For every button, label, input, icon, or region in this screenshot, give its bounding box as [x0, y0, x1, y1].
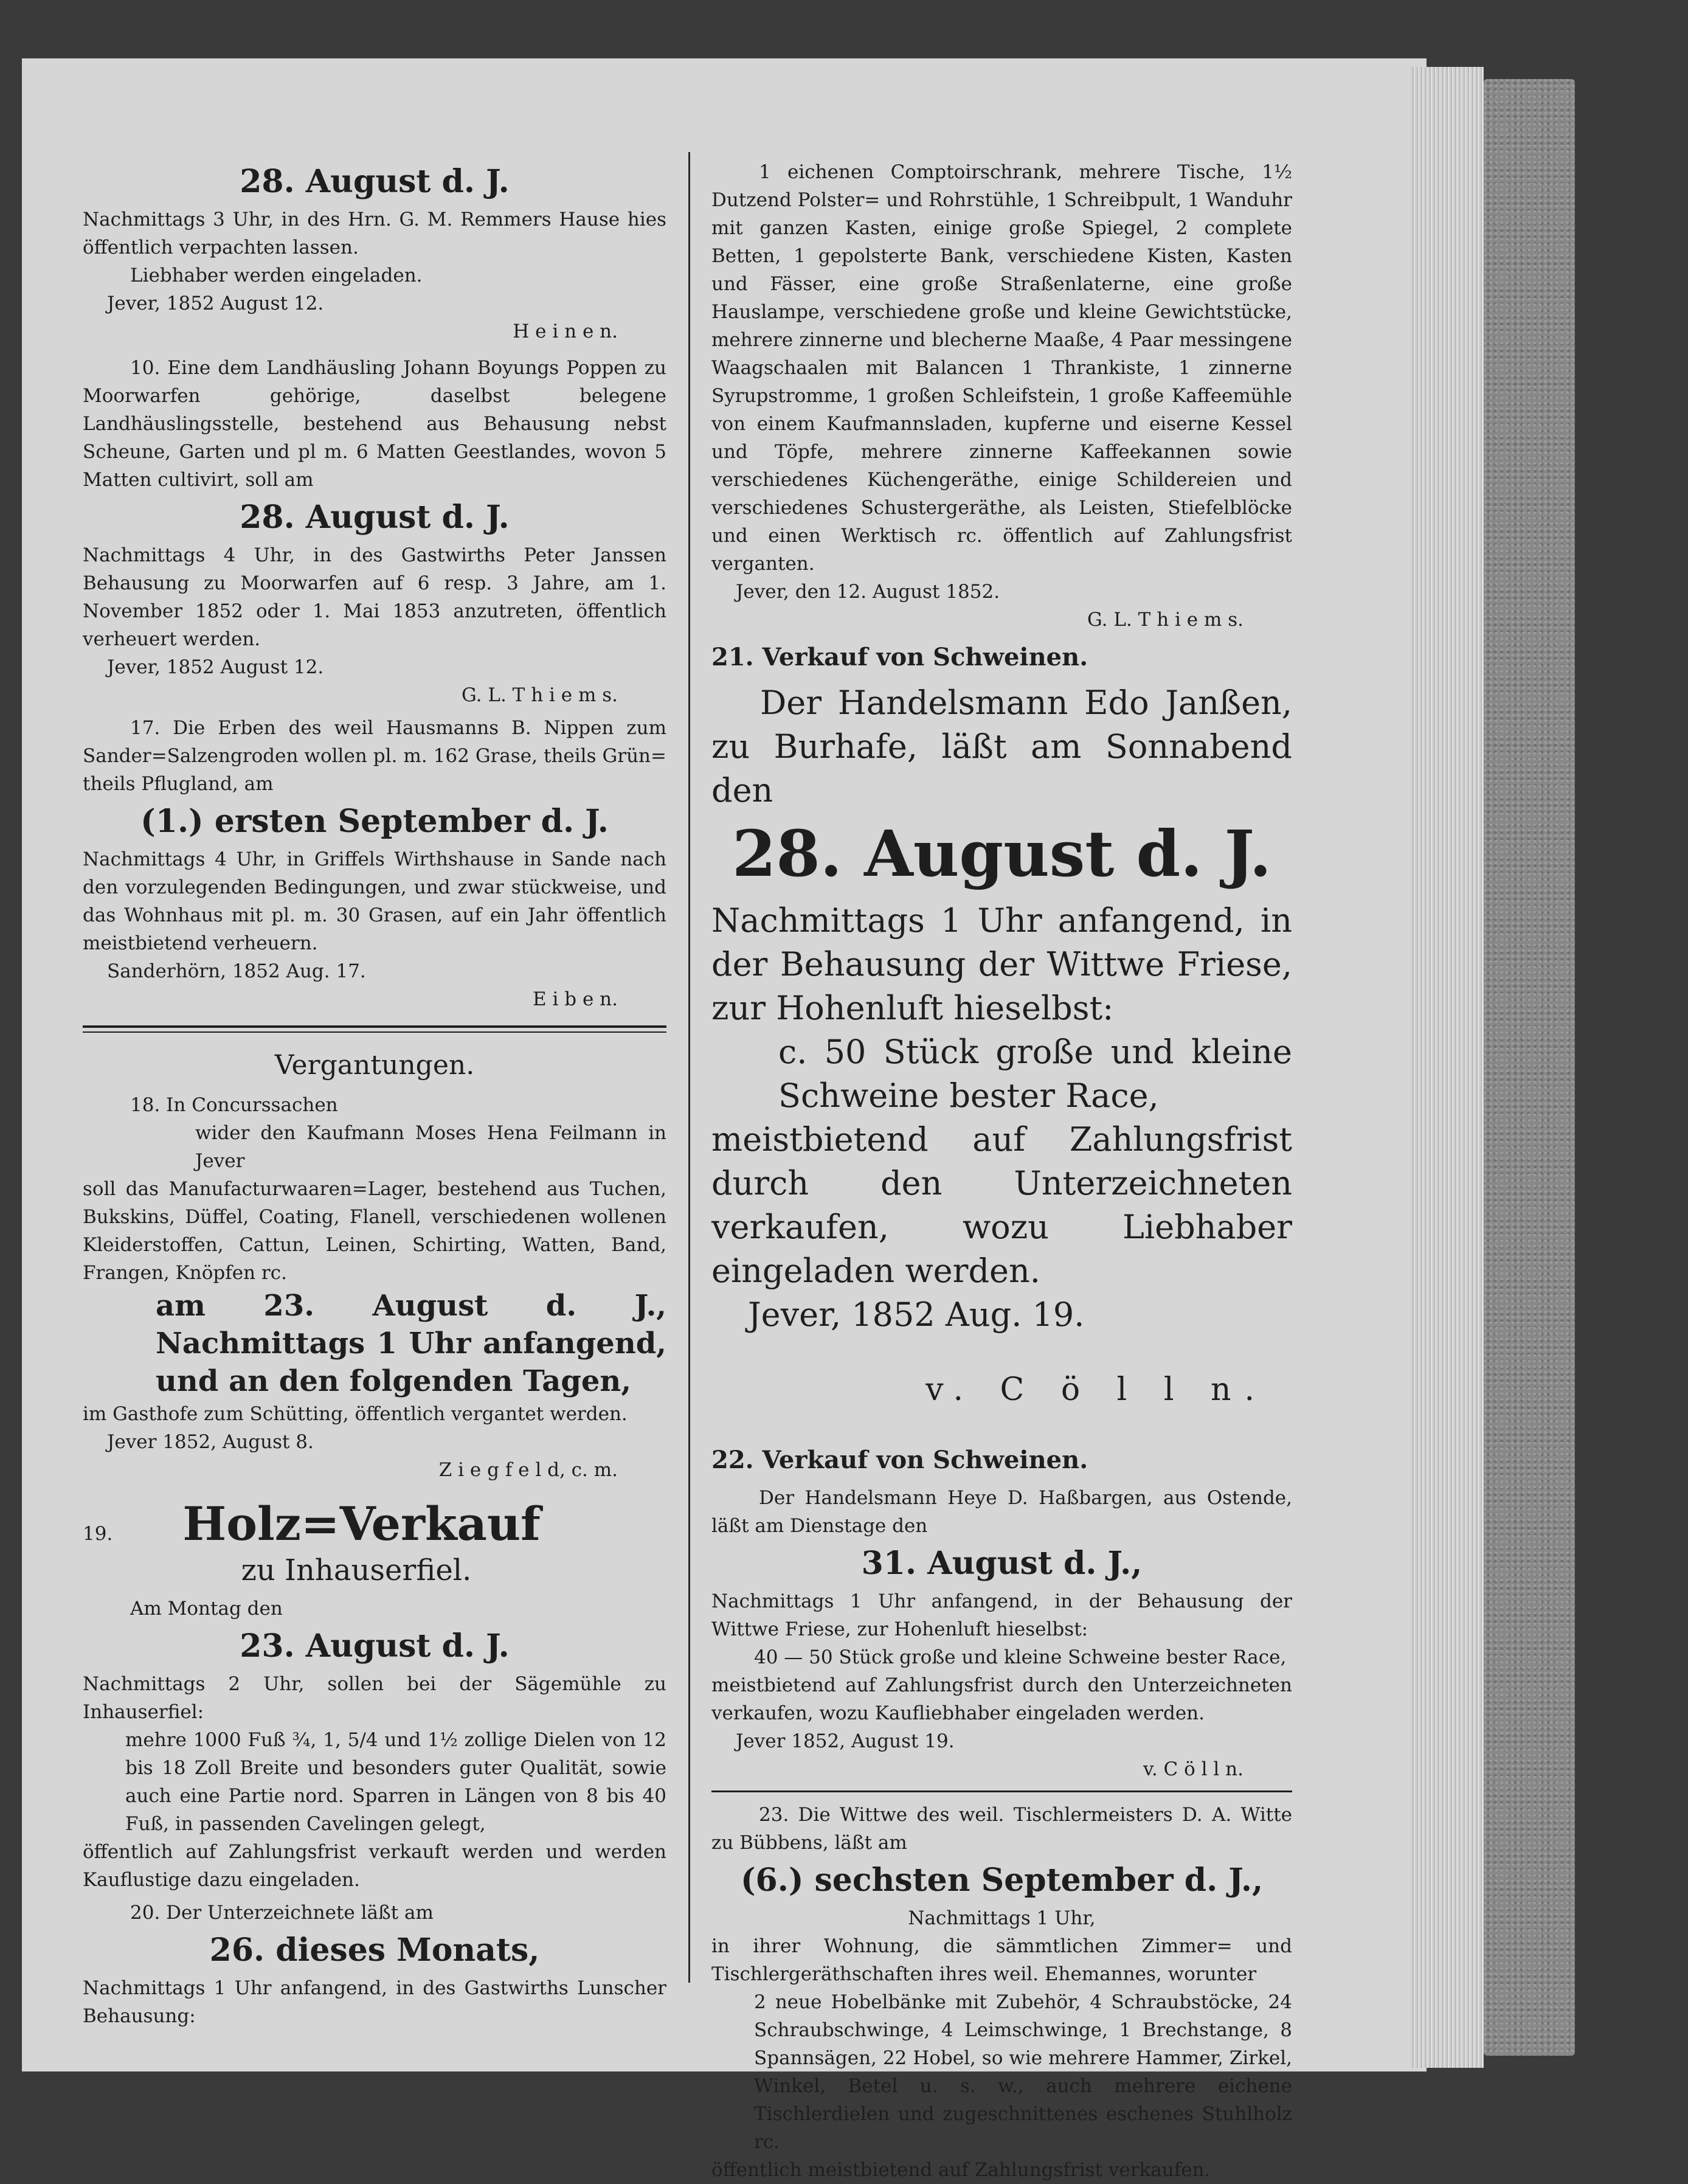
notice-list: 2 neue Hobelbänke mit Zubehör, 4 Schraubstöcke, 24 Schraubschwinge, 4 Leimschwinge, 1 Brechstange, 8 Spannsägen, 22 Hobel, so wie mehrere Hammer, Zirkel, Winkel, Betel u. s. w., auch mehrere eichene Tischlerdielen und zugeschnittenes eschenes Stuhlholz rc. [754, 1991, 1292, 2153]
notice-text: 10. Eine dem Landhäusling Johann Boyungs Poppen zu Moorwarfen gehörige, daselbst belegene Landhäuslingsstelle, bestehend aus Behausung nebst Scheune, Garten und pl m. 6 Matten Geestlandes, wovon 5 Matten cultivirt, soll am [83, 357, 666, 491]
notice-date: 31. August d. J., [861, 1545, 1143, 1582]
notice-text: 1 eichenen Comptoirschrank, mehrere Tische, 1½ Dutzend Polster= und Rohrstühle, 1 Schreibpult, 1 Wanduhr mit ganzen Kasten, einige große Spiegel, 2 complete Betten, 1 gepolsterte Bank, verschiedene Kisten, Kasten und Fässer, eine große Straßenlaterne, eine große Hauslampe, verschiedene große und kleine Gewichtstücke, mehrere zinnerne und blecherne Maaße, 4 Paar messingene Waagschaalen mit Balancen 1 Thrankiste, 1 zinnerne Syrupstromme, 1 großen Schleifstein, 1 große Kaffeemühle von einem Kaufmannsladen, kupferne und eiserne Kessel und Töpfe, mehrere zinnerne Kaffeekannen sowie verschiedenes Küchengeräthe, einige Schildereien und verschiedenes Schustergeräthe, als Leisten, Stiefelblöcke und einen Werktisch rc. öffentlich auf Zahlungsfrist verganten. [711, 161, 1292, 575]
notice-place-date: Jever 1852, August 8. [107, 1431, 314, 1453]
notice-signature: H e i n e n. [513, 321, 618, 342]
notice-text: Nachmittags 4 Uhr, in Griffels Wirthshause in Sande nach den vorzulegenden Bedingungen, und zwar stückweise, und das Wohnhaus mit pl. m. 30 Grasen, auf ein Jahr öffentlich meistbietend verheuern. [83, 848, 666, 954]
notice-text: 18. In Concurssachen [130, 1094, 338, 1116]
notice-text: Nachmittags 2 Uhr, sollen bei der Sägemühle zu Inhauserfiel: [83, 1673, 666, 1723]
notice-text: Nachmittags 1 Uhr, [908, 1907, 1096, 1929]
notice-date: (6.) sechsten September d. J., [740, 1862, 1264, 1899]
notice-place-date: Jever, den 12. August 1852. [736, 581, 1000, 603]
notice-place-date: Jever, 1852 August 12. [107, 293, 324, 314]
notice-text: 23. Die Wittwe des weil. Tischlermeisters D. A. Witte zu Bübbens, läßt am [711, 1804, 1292, 1854]
notice-list: 40 — 50 Stück große und kleine Schweine bester Race, [754, 1646, 1287, 1668]
notice-headline: 21. Verkauf von Schweinen. [711, 643, 1088, 671]
holz-verkauf-header [83, 1496, 666, 1552]
notice-rule [711, 1791, 1292, 1792]
notice-text: in ihrer Wohnung, die sämmtlichen Zimmer= und Tischlergeräthschaften ihres weil. Ehemannes, worunter [711, 1935, 1292, 1985]
notice-date: 28. August d. J. [240, 163, 510, 200]
notice-signature: G. L. T h i e m s. [1087, 609, 1244, 631]
section-rule [83, 1025, 666, 1028]
notice-signature: v. C ö l l n. [1143, 1758, 1244, 1780]
notice-list: mehre 1000 Fuß ¾, 1, 5/4 und 1½ zollige Dielen von 12 bis 18 Zoll Breite und besonders guter Qualität, sowie auch eine Partie nord. Sparren in Längen von 8 bis 40 Fuß, in passenden Cavelingen gelegt, [125, 1729, 666, 1835]
section-rule-thin [83, 1031, 666, 1033]
notice-text: soll das Manufacturwaaren=Lager, bestehend aus Tuchen, Bukskins, Düffel, Coating, Flanell, verschiedenen wollenen Kleiderstoffen, Cattun, Leinen, Schirting, Watten, Band, Frangen, Knöpfen rc. [83, 1178, 666, 1284]
notice-date: 23. August d. J. [240, 1628, 510, 1665]
notice-text: Liebhaber werden eingeladen. [130, 265, 423, 286]
section-title: Vergantungen. [274, 1050, 475, 1081]
notice-date: (1.) ersten September d. J. [140, 803, 609, 840]
notice-date: am 23. August d. J., Nachmittags 1 Uhr anfangend, und an den folgenden Tagen, [156, 1289, 666, 1398]
notice-date: 26. dieses Monats, [209, 1932, 540, 1969]
notice-text: öffentlich auf Zahlungsfrist verkauft werden und werden Kauflustige dazu eingeladen. [83, 1841, 666, 1891]
notice-text: wider den Kaufmann Moses Hena Feilmann in Jever [195, 1122, 666, 1172]
notice-subheadline: zu Inhauserfiel. [241, 1553, 472, 1587]
notice-headline: Holz=Verkauf [182, 1497, 541, 1551]
notice-signature: Z i e g f e l d, c. m. [438, 1459, 618, 1481]
notice-place-date: Jever 1852, August 19. [736, 1730, 955, 1752]
left-column [83, 158, 666, 2030]
right-column [711, 158, 1292, 2184]
notice-number: 19. [83, 1523, 113, 1545]
notice-place-date: Jever, 1852 Aug. 19. [748, 1295, 1085, 1334]
notice-text: öffentlich meistbietend auf Zahlungsfrist verkaufen. [711, 2159, 1211, 2181]
notice-text: meistbietend auf Zahlungsfrist durch den Unterzeichneten verkaufen, wozu Kaufliebhaber eingeladen werden. [711, 1674, 1292, 1724]
notice-date-large: 28. August d. J. [732, 816, 1272, 891]
notice-text: 20. Der Unterzeichnete läßt am [130, 1902, 434, 1924]
notice-signature: E i b e n. [533, 988, 618, 1010]
notice-text: Nachmittags 1 Uhr anfangend, in der Behausung der Wittwe Friese, zur Hohenluft hieselbst: [711, 1590, 1292, 1640]
notice-text: Nachmittags 1 Uhr anfangend, in des Gastwirths Lunscher Behausung: [83, 1977, 666, 2027]
notice-signature: v. C ö l l n. [925, 1371, 1268, 1408]
notice-text: Am Montag den [130, 1598, 283, 1620]
notice-text-large: Der Handelsmann Edo Janßen, zu Burhafe, läßt am Sonnabend den [711, 684, 1292, 809]
page-stack-edges [1411, 67, 1484, 2068]
notice-text-large: c. 50 Stück große und kleine Schweine bester Race, [778, 1033, 1292, 1115]
notice-text-large: Nachmittags 1 Uhr anfangend, in der Behausung der Wittwe Friese, zur Hohenluft hieselbst: [711, 901, 1292, 1027]
notice-place-date: Sanderhörn, 1852 Aug. 17. [107, 960, 366, 982]
notice-signature: G. L. T h i e m s. [462, 684, 618, 706]
notice-place-date: Jever, 1852 August 12. [107, 656, 324, 678]
column-divider [688, 152, 690, 1983]
notice-headline: 22. Verkauf von Schweinen. [711, 1446, 1088, 1474]
notice-text: Nachmittags 3 Uhr, in des Hrn. G. M. Remmers Hause hies öffentlich verpachten lassen. [83, 209, 666, 258]
book-cover-edge [1484, 79, 1575, 2056]
notice-text: Der Handelsmann Heye D. Haßbargen, aus Ostende, läßt am Dienstage den [711, 1487, 1292, 1537]
notice-text-large: meistbietend auf Zahlungsfrist durch den Unterzeichneten verkaufen, wozu Liebhaber eingeladen werden. [711, 1120, 1292, 1290]
notice-text: 17. Die Erben des weil Hausmanns B. Nippen zum Sander=Salzengroden wollen pl. m. 162 Grase, theils Grün= theils Pflugland, am [83, 717, 666, 795]
notice-text: im Gasthofe zum Schütting, öffentlich vergantet werden. [83, 1403, 628, 1425]
notice-text: Nachmittags 4 Uhr, in des Gastwirths Peter Janssen Behausung zu Moorwarfen auf 6 resp. 3 Jahre, am 1. November 1852 oder 1. Mai 1853 anzutreten, öffentlich verheuert werden. [83, 544, 666, 650]
notice-date: 28. August d. J. [240, 499, 510, 536]
